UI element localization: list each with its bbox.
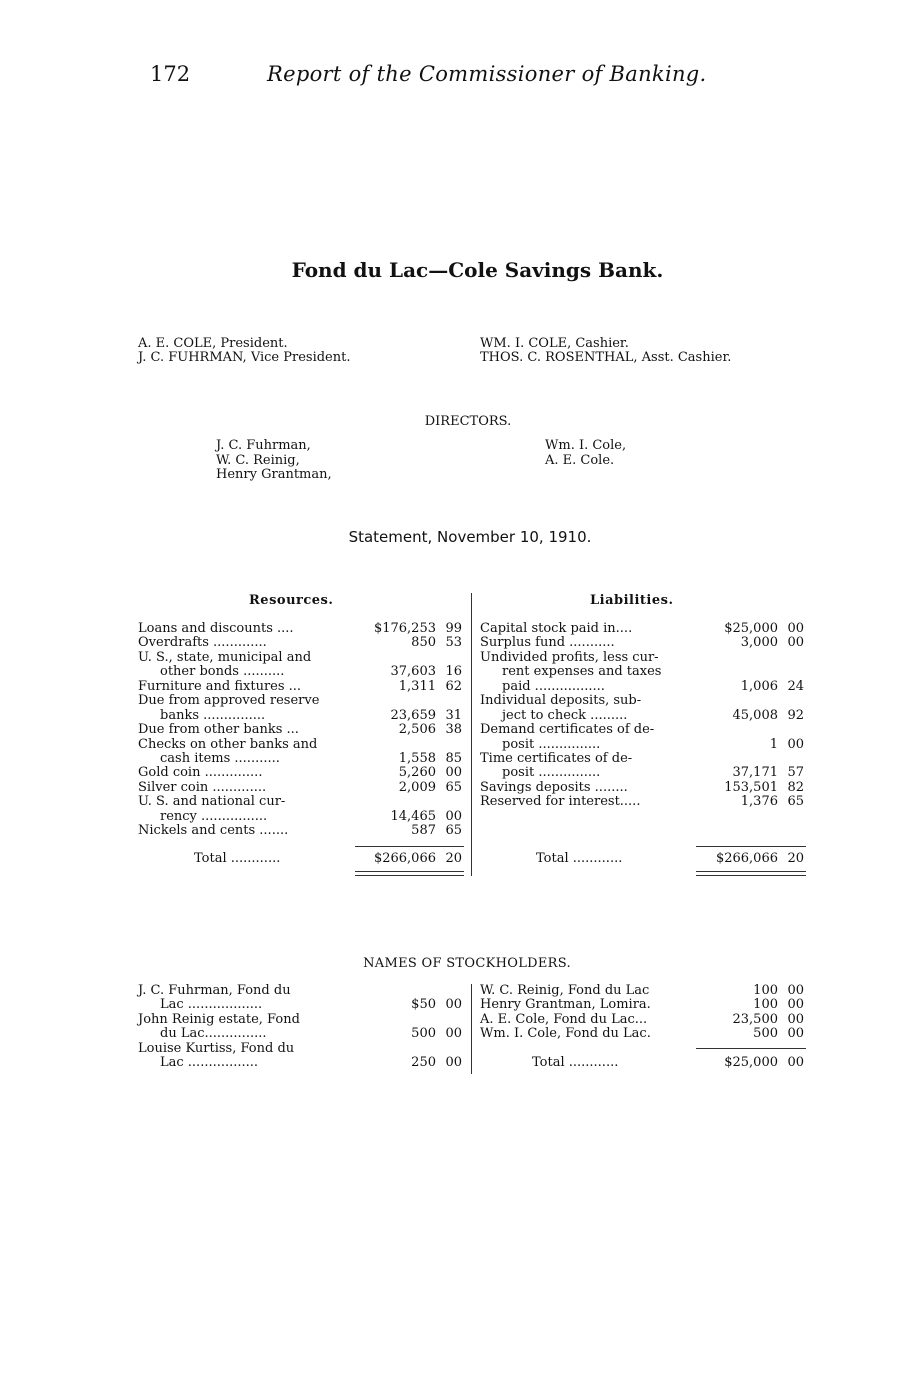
row-label: J. C. Fuhrman, Fond du [138,983,291,998]
row-label: Demand certificates of de- [480,722,655,738]
row-cents: 24 [787,678,804,694]
row-dollars: 37,171 [732,765,778,781]
row-dollars: 45,008 [732,707,778,723]
director-name: W. C. Reinig, [216,452,300,468]
table-row [480,1027,806,1041]
statement-title: Statement, November 10, 1910. [348,528,592,546]
row-cents: 57 [787,765,804,781]
stockholders-total-rule [696,1048,806,1049]
table-row [138,998,464,1012]
officer-asst-cashier: THOS. C. ROSENTHAL, Asst. Cashier. [480,350,732,365]
row-cents: 00 [787,997,804,1013]
table-row [480,709,806,723]
table-row [480,738,806,752]
row-dollars: 850 [411,635,436,651]
directors-left [216,439,332,483]
director-name: Wm. I. Cole, [545,438,627,453]
table-row [138,795,464,809]
row-label: U. S. and national cur- [138,794,286,810]
row-dollars: 500 [753,1026,778,1042]
row-cents: 31 [445,707,462,723]
row-dollars: 1,558 [398,750,436,766]
row-label: W. C. Reinig, Fond du Lac [480,983,650,998]
row-dollars: 1,006 [740,678,778,694]
row-dollars: 587 [411,823,436,839]
table-row [138,738,464,752]
table-row [480,795,806,809]
directors-right [545,439,626,468]
row-cents: 85 [445,750,462,766]
stockholders-total [480,1056,806,1070]
officer-president: A. E. COLE, President. [138,336,288,351]
directors-heading: DIRECTORS. [424,414,512,429]
table-row [480,723,806,737]
row-cents: 00 [787,1026,804,1042]
row-cents: 99 [445,621,462,636]
row-dollars: 1,376 [740,794,778,810]
resources-double-rule-top [355,871,464,872]
table-row [480,622,806,636]
row-dollars: 100 [753,983,778,998]
row-cents: 00 [787,983,804,998]
row-label: Due from other banks ... [138,722,299,738]
liabilities-total [480,852,806,866]
row-cents: 92 [787,707,804,723]
row-label: Henry Grantman, Lomira. [480,997,651,1013]
row-label: du Lac............... [160,1026,267,1042]
table-row [480,1013,806,1027]
page-number: 172 [150,62,191,86]
row-dollars: 1,311 [398,678,436,694]
officers-right [480,337,731,365]
row-dollars: 14,465 [390,808,436,824]
total-label: Total ............ [532,1055,619,1070]
director-name: A. E. Cole. [545,452,615,468]
officer-vice-president: J. C. FUHRMAN, Vice President. [138,350,351,365]
table-row [138,1042,464,1056]
row-cents: 82 [787,779,804,795]
row-cents: 00 [787,621,804,636]
table-row [138,622,464,636]
row-label: posit ............... [502,765,601,781]
liabilities-table [480,622,806,810]
stockholders-heading: NAMES OF STOCKHOLDERS. [363,956,571,971]
row-label: Capital stock paid in.... [480,621,633,636]
row-label: Wm. I. Cole, Fond du Lac. [480,1026,651,1042]
row-dollars: 23,500 [732,1011,778,1027]
liabilities-double-rule-top [696,871,806,872]
row-label: other bonds .......... [160,664,285,680]
table-row [480,694,806,708]
row-cents: 62 [445,678,462,694]
row-dollars: 5,260 [398,765,436,781]
table-row [138,1013,464,1027]
director-name: J. C. Fuhrman, [216,438,311,453]
row-dollars: $50 [411,997,436,1013]
row-dollars: 2,009 [398,779,436,795]
liabilities-total-rule [696,846,806,847]
row-dollars: 100 [753,997,778,1013]
row-cents: 00 [445,765,462,781]
table-row [480,766,806,780]
row-label: Savings deposits ........ [480,779,628,795]
row-cents: 00 [445,1026,462,1042]
row-label: paid ................. [502,678,605,694]
table-row [138,766,464,780]
row-label: Loans and discounts .... [138,621,294,636]
officers-left [138,337,350,365]
table-row [480,680,806,694]
table-row [138,680,464,694]
table-row [138,651,464,665]
row-dollars: 153,501 [724,779,778,795]
row-label: Due from approved reserve [138,693,320,709]
row-label: ject to check ......... [502,707,628,723]
stockholders-right-table [480,984,806,1042]
row-label: Nickels and cents ....... [138,823,289,839]
table-row [480,984,806,998]
table-row [138,824,464,838]
table-row [138,752,464,766]
row-dollars: $25,000 [724,621,778,636]
row-label: Silver coin ............. [138,779,267,795]
table-row [138,781,464,795]
row-label: posit ............... [502,736,601,752]
total-cents: 20 [445,851,462,866]
total-dollars: $25,000 [724,1055,778,1070]
row-label: Checks on other banks and [138,736,318,752]
row-cents: 00 [445,997,462,1013]
table-row [138,665,464,679]
table-row [480,665,806,679]
total-label: Total ............ [536,851,623,866]
table-row [138,694,464,708]
row-label: Lac .................. [160,997,263,1013]
row-label: Individual deposits, sub- [480,693,642,709]
table-row [138,810,464,824]
row-dollars: 23,659 [390,707,436,723]
table-row [138,636,464,650]
row-dollars: 250 [411,1055,436,1071]
row-dollars: $176,253 [373,621,436,636]
total-label: Total ............ [194,851,281,866]
statement-divider [471,593,472,876]
row-label: rency ................ [160,808,268,824]
row-cents: 65 [787,794,804,810]
row-dollars: 2,506 [398,722,436,738]
bank-title: Fond du Lac—Cole Savings Bank. [291,258,664,282]
row-cents: 00 [445,1055,462,1071]
row-cents: 16 [445,664,462,680]
table-row [138,984,464,998]
total-cents: 20 [787,851,804,866]
liabilities-double-rule-bottom [696,875,806,876]
running-title: Report of the Commissioner of Banking. [267,62,707,86]
resources-table [138,622,464,839]
table-row [138,723,464,737]
total-cents: 00 [787,1055,804,1070]
row-label: Undivided profits, less cur- [480,649,659,665]
stockholders-divider [471,984,472,1074]
row-cents: 00 [787,1011,804,1027]
row-cents: 00 [445,808,462,824]
row-dollars: 37,603 [390,664,436,680]
table-row [480,636,806,650]
resources-heading: Resources. [249,593,334,608]
row-label: Furniture and fixtures ... [138,678,302,694]
row-label: Louise Kurtiss, Fond du [138,1040,295,1056]
row-label: Lac ................. [160,1055,259,1071]
director-name: Henry Grantman, [216,467,332,482]
row-dollars: 3,000 [740,635,778,651]
officer-cashier: WM. I. COLE, Cashier. [480,336,629,351]
row-label: A. E. Cole, Fond du Lac... [480,1011,648,1027]
row-label: U. S., state, municipal and [138,649,312,665]
row-label: Surplus fund ........... [480,635,615,651]
row-cents: 65 [445,823,462,839]
row-cents: 00 [787,736,804,752]
row-label: Reserved for interest..... [480,794,641,810]
row-label: Gold coin .............. [138,765,263,781]
row-label: cash items ........... [160,750,280,766]
table-row [480,998,806,1012]
row-dollars: 500 [411,1026,436,1042]
row-label: banks ............... [160,707,266,723]
table-row [480,752,806,766]
row-label: rent expenses and taxes [502,664,662,680]
total-dollars: $266,066 [373,851,436,866]
row-label: Time certificates of de- [480,750,633,766]
table-row [138,1056,464,1070]
row-label: Overdrafts ............. [138,635,267,651]
liabilities-heading: Liabilities. [590,593,674,608]
table-row [138,709,464,723]
total-dollars: $266,066 [715,851,778,866]
resources-double-rule-bottom [355,875,464,876]
row-cents: 00 [787,635,804,651]
table-row [480,781,806,795]
table-row [480,651,806,665]
row-cents: 53 [445,635,462,651]
stockholders-left-table [138,984,464,1071]
row-cents: 65 [445,779,462,795]
resources-total [138,852,464,866]
row-dollars: 1 [769,736,778,752]
resources-total-rule [355,846,464,847]
row-label: John Reinig estate, Fond [138,1011,300,1027]
row-cents: 38 [445,722,462,738]
table-row [138,1027,464,1041]
